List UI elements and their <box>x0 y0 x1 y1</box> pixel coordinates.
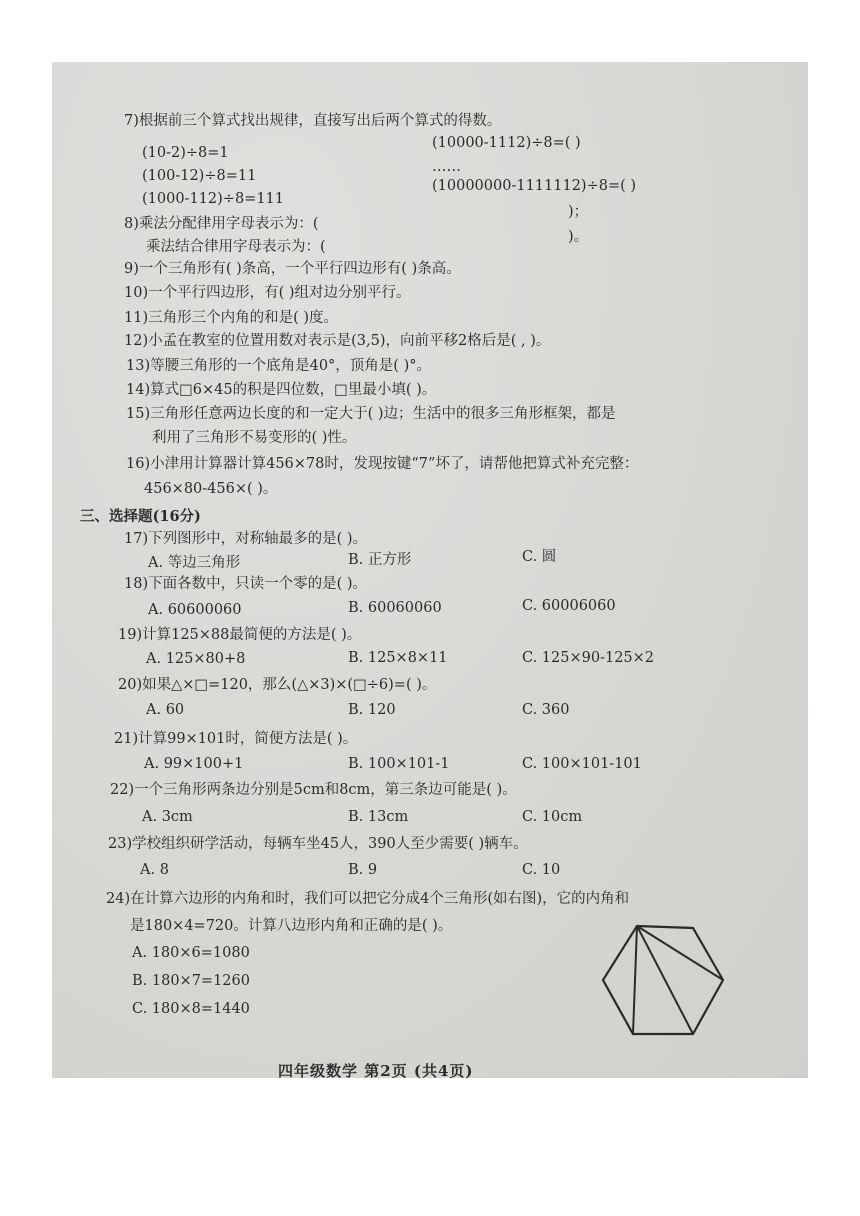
q17-option-a: A. 等边三角形 <box>148 555 241 571</box>
q19-option-c: C. 125×90-125×2 <box>522 650 655 666</box>
q9: 9)一个三角形有( )条高，一个平行四边形有( )条高。 <box>124 261 461 277</box>
q24-line1: 24)在计算六边形的内角和时，我们可以把它分成4个三角形(如右图)，它的内角和 <box>106 891 630 907</box>
q23-option-b: B. 9 <box>348 862 378 878</box>
q7-stem: 7)根据前三个算式找出规律，直接写出后两个算式的得数。 <box>124 113 502 129</box>
q16-line2: 456×80-456×( )。 <box>144 481 278 497</box>
q22-option-a: A. 3cm <box>142 809 193 825</box>
q8-line2: 乘法结合律用字母表示为：( <box>146 239 326 255</box>
q7-right-2: …… <box>432 159 461 175</box>
q19-option-b: B. 125×8×11 <box>348 650 448 666</box>
q20-option-b: B. 120 <box>348 702 396 718</box>
q21-option-c: C. 100×101-101 <box>522 756 642 772</box>
q18-option-a: A. 60600060 <box>148 602 242 618</box>
q20-option-c: C. 360 <box>522 702 570 718</box>
q7-left-1: (10-2)÷8=1 <box>142 145 229 161</box>
exam-page <box>52 62 808 1078</box>
q21-option-b: B. 100×101-1 <box>348 756 450 772</box>
page-footer: 四年级数学 第2页 (共4页) <box>278 1062 474 1080</box>
q18-option-c: C. 60006060 <box>522 598 616 614</box>
q20-option-a: A. 60 <box>146 702 185 718</box>
hexagon-diagonal <box>637 926 693 1034</box>
q15-line1: 15)三角形任意两边长度的和一定大于( )边；生活中的很多三角形框架，都是 <box>126 406 616 422</box>
q24-option-b: B. 180×7=1260 <box>132 973 250 989</box>
q21-option-a: A. 99×100+1 <box>144 756 244 772</box>
q24-line2: 是180×4=720。计算八边形内角和正确的是( )。 <box>130 918 453 934</box>
q8-line1-end: )； <box>568 204 589 220</box>
q15-line2: 利用了三角形不易变形的( )性。 <box>152 430 357 446</box>
hexagon-figure <box>597 922 727 1040</box>
q12: 12)小孟在教室的位置用数对表示是(3,5)，向前平移2格后是( , )。 <box>124 333 551 349</box>
q22-option-b: B. 13cm <box>348 809 409 825</box>
q24-option-c: C. 180×8=1440 <box>132 1001 250 1017</box>
q20-stem: 20)如果△×□=120，那么(△×3)×(□÷6)=( )。 <box>118 677 437 693</box>
q7-left-2: (100-12)÷8=11 <box>142 168 257 184</box>
q11: 11)三角形三个内角的和是( )度。 <box>124 310 339 326</box>
q17-option-c: C. 圆 <box>522 549 557 565</box>
section-3-title: 三、选择题(16分) <box>80 508 201 525</box>
q7-right-3: (10000000-1111112)÷8=( ) <box>432 178 637 194</box>
hexagon-diagonal <box>633 926 637 1034</box>
q10: 10)一个平行四边形，有( )组对边分别平行。 <box>124 285 411 301</box>
q23-stem: 23)学校组织研学活动，每辆车坐45人，390人至少需要( )辆车。 <box>108 836 528 852</box>
q14: 14)算式□6×45的积是四位数，□里最小填( )。 <box>126 382 437 398</box>
q8-line2-end: )。 <box>568 229 589 245</box>
q21-stem: 21)计算99×101时，简便方法是( )。 <box>114 731 358 747</box>
q17-stem: 17)下列图形中，对称轴最多的是( )。 <box>124 531 368 547</box>
q18-option-b: B. 60060060 <box>348 600 442 616</box>
q16-line1: 16)小津用计算器计算456×78时，发现按键“7”坏了，请帮他把算式补充完整： <box>126 456 639 472</box>
q18-stem: 18)下面各数中，只读一个零的是( )。 <box>124 576 368 592</box>
q22-option-c: C. 10cm <box>522 809 583 825</box>
q23-option-a: A. 8 <box>140 862 169 878</box>
q17-option-b: B. 正方形 <box>348 552 412 568</box>
q19-option-a: A. 125×80+8 <box>146 651 246 667</box>
q22-stem: 22)一个三角形两条边分别是5cm和8cm，第三条边可能是( )。 <box>110 782 517 798</box>
q13: 13)等腰三角形的一个底角是40°，顶角是( )°。 <box>126 358 431 374</box>
q8-line1: 8)乘法分配律用字母表示为：( <box>124 216 319 232</box>
q19-stem: 19)计算125×88最简便的方法是( )。 <box>118 627 362 643</box>
q23-option-c: C. 10 <box>522 862 561 878</box>
q7-left-3: (1000-112)÷8=111 <box>142 191 284 207</box>
q7-right-1: (10000-1112)÷8=( ) <box>432 135 581 151</box>
q24-option-a: A. 180×6=1080 <box>132 945 250 961</box>
